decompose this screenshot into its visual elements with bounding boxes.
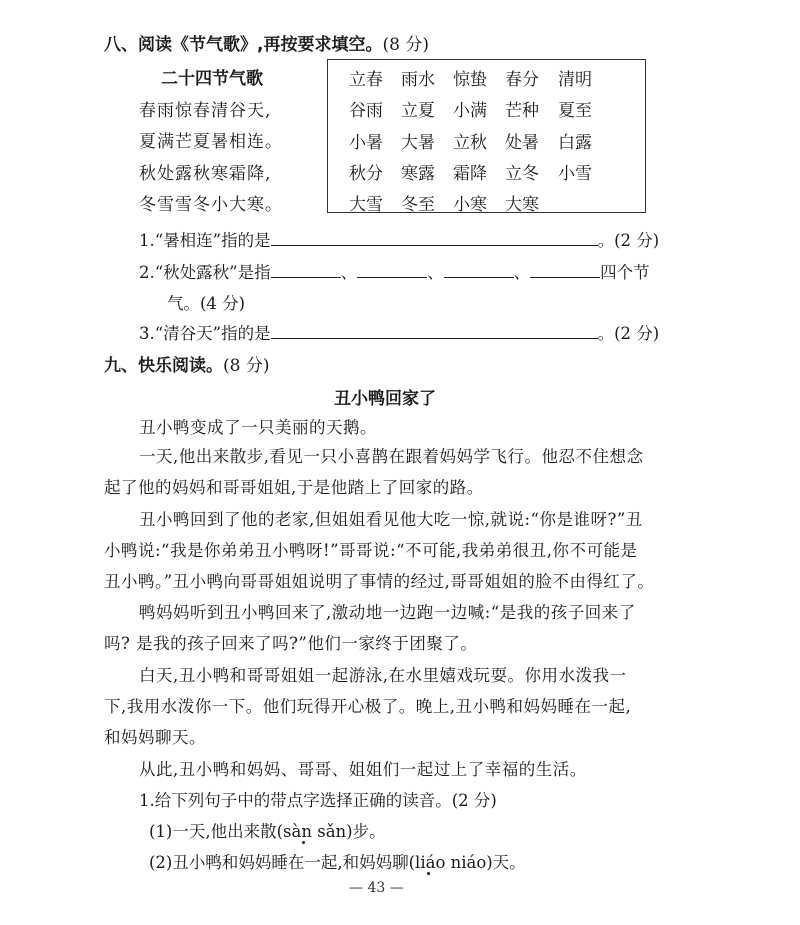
question-8-2-continuation: 气。(4 分) bbox=[167, 294, 246, 313]
answer-blank[interactable] bbox=[271, 276, 341, 278]
solar-term: 立夏 bbox=[401, 101, 435, 121]
section-8-heading-text: 八、阅读《节气歌》,再按要求填空。 bbox=[104, 35, 383, 55]
solar-term: 大寒 bbox=[505, 195, 539, 215]
story-line: 鸭妈妈听到丑小鸭回来了,激动地一边跑一边喊:“是我的孩子回来了 bbox=[139, 603, 636, 622]
section-9-heading-text: 九、快乐阅读。 bbox=[104, 356, 223, 376]
solar-term: 惊蛰 bbox=[453, 70, 487, 90]
solar-term: 寒露 bbox=[401, 164, 435, 184]
question-8-1-text: 1.“暑相连”指的是 bbox=[139, 231, 271, 250]
section-9-heading bbox=[104, 351, 269, 376]
solar-term: 小寒 bbox=[453, 195, 487, 215]
separator: 、 bbox=[513, 263, 531, 282]
separator: 、 bbox=[427, 263, 444, 282]
question-8-3-text: 3.“清谷天”指的是 bbox=[139, 324, 271, 343]
question-8-1-score: 。(2 分) bbox=[597, 231, 660, 250]
story-line: 下,我用水泼你一下。他们玩得开心极了。晚上,丑小鸭和妈妈睡在一起, bbox=[104, 697, 632, 716]
question-8-2 bbox=[139, 259, 650, 283]
story-line: 小鸭说:“我是你弟弟丑小鸭呀!”哥哥说:“不可能,我弟弟很丑,你不可能是 bbox=[104, 541, 638, 560]
emphasis-dot bbox=[427, 872, 430, 875]
answer-blank[interactable] bbox=[530, 276, 600, 278]
story-line: 丑小鸭变成了一只美丽的天鹅。 bbox=[139, 418, 377, 437]
solar-term: 白露 bbox=[558, 133, 592, 153]
answer-blank[interactable] bbox=[271, 337, 598, 339]
question-9-1b: (2)丑小鸭和妈妈睡在一起,和妈妈聊(liáo niáo)天。 bbox=[149, 853, 526, 872]
answer-blank[interactable] bbox=[357, 276, 427, 278]
question-8-2-suffix: 四个节 bbox=[600, 263, 650, 282]
solar-term: 大雪 bbox=[349, 195, 383, 215]
question-8-2-text: 2.“秋处露秋”是指 bbox=[139, 263, 271, 282]
poem-line: 秋处露秋寒霜降, bbox=[139, 164, 272, 184]
poem-line: 夏满芒夏暑相连。 bbox=[139, 132, 283, 152]
poem-line: 春雨惊春清谷天, bbox=[139, 101, 272, 121]
question-9-1a: (1)一天,他出来散(sàn sǎn)步。 bbox=[149, 822, 386, 841]
solar-term: 小暑 bbox=[349, 133, 383, 153]
page-number: — 43 — bbox=[349, 880, 404, 896]
question-8-1 bbox=[139, 227, 659, 251]
story-line: 从此,丑小鸭和妈妈、哥哥、姐姐们一起过上了幸福的生活。 bbox=[139, 760, 587, 779]
section-8-heading bbox=[104, 30, 429, 55]
solar-term: 小满 bbox=[453, 101, 487, 121]
section-9-score: (8 分) bbox=[223, 356, 270, 376]
separator: 、 bbox=[340, 263, 358, 282]
solar-term: 夏至 bbox=[558, 101, 592, 121]
solar-term: 谷雨 bbox=[349, 101, 383, 121]
answer-blank[interactable] bbox=[444, 276, 514, 278]
story-line: 丑小鸭回到了他的老家,但姐姐看见他大吃一惊,就说:“你是谁呀?”丑 bbox=[139, 510, 643, 529]
story-line: 白天,丑小鸭和哥哥姐姐一起游泳,在水里嬉戏玩耍。你用水泼我一 bbox=[139, 666, 627, 685]
solar-term: 雨水 bbox=[401, 70, 435, 90]
story-line: 起了他的妈妈和哥哥姐姐,于是他踏上了回家的路。 bbox=[104, 478, 484, 497]
solar-term: 霜降 bbox=[453, 164, 487, 184]
solar-term: 清明 bbox=[558, 70, 592, 90]
solar-term: 冬至 bbox=[401, 195, 435, 215]
solar-term: 芒种 bbox=[505, 101, 539, 121]
solar-term: 小雪 bbox=[558, 164, 592, 184]
story-title: 丑小鸭回家了 bbox=[334, 389, 436, 409]
story-line: 一天,他出来散步,看见一只小喜鹊在跟着妈妈学飞行。他忍不住想念 bbox=[139, 447, 644, 466]
question-8-3-score: 。(2 分) bbox=[597, 324, 660, 343]
story-line: 吗? 是我的孩子回来了吗?”他们一家终于团聚了。 bbox=[104, 634, 478, 653]
emphasis-dot bbox=[302, 841, 305, 844]
solar-term: 处暑 bbox=[505, 133, 539, 153]
solar-term: 春分 bbox=[505, 70, 539, 90]
solar-term: 立春 bbox=[349, 70, 383, 90]
answer-blank[interactable] bbox=[271, 244, 598, 246]
poem-title: 二十四节气歌 bbox=[161, 69, 263, 89]
question-8-3 bbox=[139, 320, 659, 344]
section-8-score: (8 分) bbox=[382, 35, 429, 55]
solar-term: 秋分 bbox=[349, 164, 383, 184]
story-line: 丑小鸭。”丑小鸭向哥哥姐姐说明了事情的经过,哥哥姐姐的脸不由得红了。 bbox=[104, 572, 655, 591]
question-9-1: 1.给下列句子中的带点字选择正确的读音。(2 分) bbox=[139, 791, 497, 810]
solar-term: 立秋 bbox=[453, 133, 487, 153]
solar-term: 立冬 bbox=[505, 164, 539, 184]
story-line: 和妈妈聊天。 bbox=[104, 728, 206, 747]
solar-term: 大暑 bbox=[401, 133, 435, 153]
poem-line: 冬雪雪冬小大寒。 bbox=[139, 195, 283, 215]
